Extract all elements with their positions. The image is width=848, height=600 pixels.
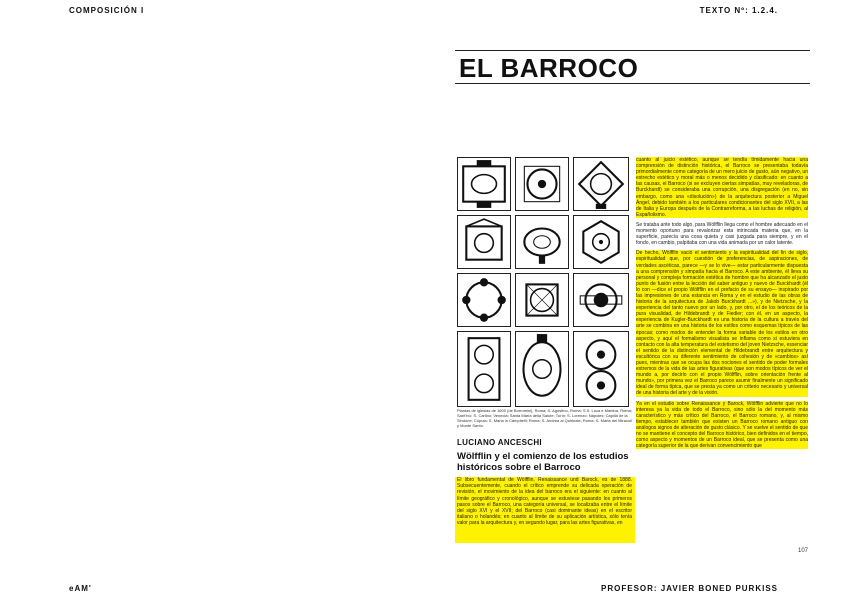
plan-image [573, 215, 629, 269]
plan-image [457, 331, 511, 407]
paragraph: Se trataba ante todo algo, para Wölfflin llega como el hombre adecuado en el momento oportuno para revalorizar esta intrincada materia que, en la superficie, parecía una cosa quieta y casi juzgada para siempre, y en el fondo, en cambio, palpitaba con una vida animada por un calor latente. [636, 221, 808, 247]
plan-image [457, 273, 511, 327]
church-plans-figure [457, 157, 629, 405]
body-text-left: El libro fundamental de Wölfflin, Renaissance und Barock, es de 1888. Subsecuentemente, cuando el crítico emprende su delicada operación de revisión, el movimiento de la idea del barroco era el siguiente: en cuanto al límite geográfico y cronológico, aunque se estuviese pasando los primeros pasos sobre el Barroco, una categoría universal, se localizaba entre el límite del siglo XVI y el XVII; del Barroco (casi dominante ideas) en el escritor italiano o holandés; en cuanto al límite de su aplicación artística, sólo tenía valor para la arquitectura y, en segundo lugar, para las artes figurativas, en [457, 477, 632, 527]
page-number: 107 [797, 548, 808, 554]
header-text-number: TEXTO Nº: 1.2.4. [699, 6, 778, 15]
plan-image [515, 215, 569, 269]
paragraph: De hecho, Wölfflin vació el sentimiento y la espiritualidad del fin de siglo, espiritualidad que, por cuestión de preferencias, de aspiraciones, de verdades ascéticas, parece —y se lo vive— estar particularmente dispuesta a una comprensión y simpatía hacia el Barroco. A este ambiente, él lleva su personal y compleja formación estética de hombre que ha alcanzado el justo punto de fusión entre la lección del saber antiguo y nuevo de Burckhardt (él lo con —dice el propio Wölfflin en el prefacio de su ensayo— inspirado por las impresiones de una estancia en Roma y en el estudio de las obras de historia de la arquitectura de Jakob Burckhardt ...»), y de Nietzsche, y la experiencia del tanto nuevo por un lado, y, por otro, el de los teóricos de la pura visualidad, de Hildebrandt y de Fiedler; con él, en un aspecto, la experiencia de Kugler-Burckhardt es una historia de la cultura a través del arte se combina en una historia de los estilos como esquemas típicos de las épocas; como modos de entender la forma variable de los estilos en otro aspecto, y aquí el formalismo visualista se inflama como si estuviera en contacto con la alta temperatura del estetismo del joven Nietzsche, essenciar el sentido de la distinción elemental de Hildebrandt entre arquitectura y escultórica con su diferente sentimiento de cohesión y de «cambios» así pues, mientras que se ocupa las dos nociones el sentido de poder formales extremos de la vida de las artes figurativas (que son modos típicos de ver el mundo a, por decirlo con el propio Wölfflin, sobre orientación frente al mundo», por primera vez el Barroco parece asumir finalmente un significado ideal de forma típica, que se presta ya como un criterio necesario y universal de una historia del arte y de la visión. [636, 250, 808, 397]
plan-image [573, 331, 629, 407]
page-title: EL BARROCO [459, 53, 639, 83]
plan-image [515, 157, 569, 211]
header-course-title: COMPOSICIÓN I [69, 6, 145, 15]
body-text-right [636, 157, 808, 545]
plan-image [573, 157, 629, 211]
title-rule [455, 83, 810, 84]
plan-image [573, 273, 629, 327]
top-rule [455, 50, 810, 51]
figure-caption: Plantas de iglesias de 1600 (de Borromini), Roma; S. Agostino, Roma; S.S. Luca e Martina, Roma; Sant'Ivo; S. Carlino; Venecia; Santa María della Salute; Turín; S. Lorenzo; Nápoles; Capilla de la Sindone, Cúpula; S. Maria in Campitelli; Roma; S. Andrea al Quirinale; Roma; S. Maria dei Miracoli y Monte Santo. [457, 408, 632, 428]
plan-image [515, 273, 569, 327]
footer-logo-text: eAM' [69, 584, 92, 593]
paragraph: cuanto al juicio estético, aunque se tendía tímidamente hacia una comprensión de distinción histórica, el Barroco se presentaba todavía primordialmente como categoría de un mero juicio de gusto, aún negativo, un estrecho estético y moral más o menos decidido y clasificado: en cuanto a las causas, el Barroco (si se excluyen ciertas simpatías, muy reveladoras, de Burckhardt) se consideraba una corrupción, una disgregación (en no, sin embargo, como una «disolución») de la arquitectura posterior a Miguel Ángel, debido también a los particulares condicionantes del siglo XVII, a las de Italia y Europa después de la Contrarreforma, a las luchas de religión, al Españolismo. [636, 157, 808, 218]
plan-image [515, 331, 569, 407]
plan-image [457, 215, 511, 269]
footer-professor: PROFESOR: JAVIER BONED PURKISS [601, 584, 778, 593]
article-subtitle: Wölfflin y el comienzo de los estudios históricos sobre el Barroco [457, 451, 629, 473]
article-author: LUCIANO ANCESCHI [457, 438, 542, 447]
scanned-page [455, 45, 810, 555]
plan-image [457, 157, 511, 211]
paragraph: Ya en el estudio sobre Renaissance y Barock, Wölfflin advierte que no lo interesa ya la vida de todo el Barroco, sino sólo la del momento más característico y más crítico del Barroco, el Barroco romano, y, al mismo tiempo, establecer también que existen un Barroco romano antiguo con análogos signos de alteración de gusto clásico. Y se vuelve el sentido de que no se mantiene el concepto del Barroco histórico, bien definidos en el tiempo, como aspecto y momentos de un Barroco ideal, que se presenta como una categoría superior de la que derivan convencimiento que [636, 400, 808, 450]
